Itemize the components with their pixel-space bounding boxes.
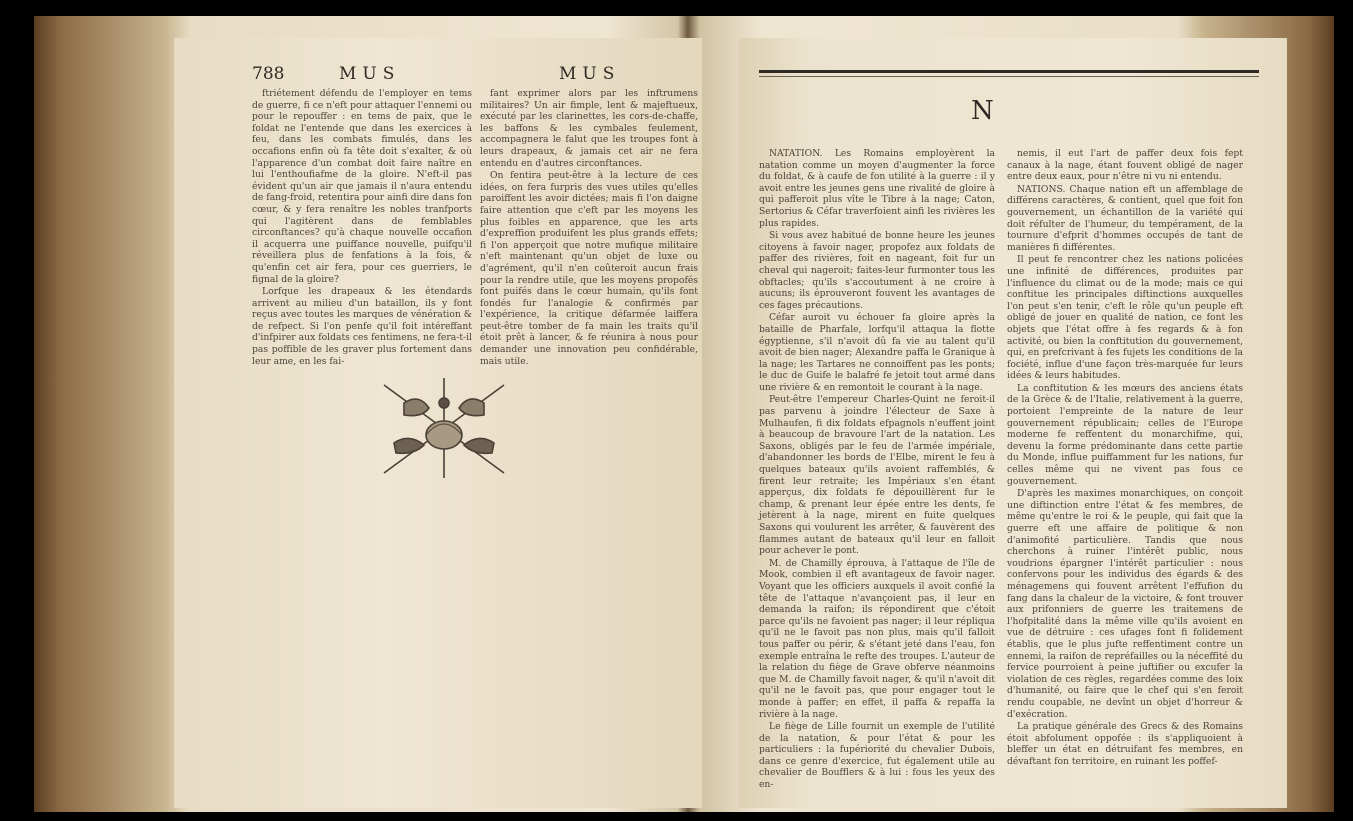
paragraph: D'après les maximes monarchiques, on conçoit une diftinction entre l'état & fes membres, de même qu'entre le roi & le peuple, qui fait que la guerre eft une affaire de politique & non d'animofité particulière. Tandis que nous cherchons à ruiner l'intérêt public, nous voudrions épargner l'intérêt particulier : nous confervons pour les individus des égards & des ménagemens qui fouvent arrêtent l'effufion du fang dans la chaleur de la victoire, & font trouver aux prifonniers de guerre les traitemens de l'hofpitalité dans la même ville qu'ils avoient en vue de détruire : ces ufages font fi folidement établis, que le plus jufte reffentiment contre un ennemi, la raifon de repréfailles ou la néceffité du fervice pourroient à peine juftifier ou excufer la violation de ces règles, regardées comme des loix d'humanité, ou faire que le chef qui s'en feroit rendu coupable, ne devînt un objet d'horreur & d'exécration.: [1007, 488, 1243, 720]
paragraph: La pratique générale des Grecs & des Romains étoit abfolument oppofée : ils s'appliquoient à bleffer un état en détruifant fes membres, en dévaftant fon territoire, en ruinant les poffef-: [1007, 721, 1243, 767]
left-column-1: [252, 88, 472, 367]
paragraph: Peut-être l'empereur Charles-Quint ne feroit-il pas parvenu à joindre l'électeur de Saxe à Mulhaufen, fi dix foldats efpagnols n'euffent joint à beaucoup de bravoure l'art de la natation. Les Saxons, obligés par le feu de l'armée impériale, d'abandonner les bords de l'Elbe, mirent le feu à quelques bateaux qu'ils avoient raffemblés, & firent leur retraite; les Impériaux s'en étant apperçus, dix foldats fe dépouillèrent fur le champ, & prenant leur épée entre les dents, fe jetèrent à la nage, mirent en fuite quelques Saxons qui voulurent les arrêter, & fauvèrent des flammes autant de bateaux qu'il leur en falloit pour achever le pont.: [759, 394, 995, 557]
paragraph: La conftitution & les mœurs des anciens états de la Grèce & de l'Italie, relativement à la guerre, portoient l'empreinte de la nature de leur gouvernement républicain; celles de l'Europe moderne fe reffentent du monarchifme, qui, devenu la forme prédominante dans cette partie du Monde, influe puiffamment fur les nations, fur celles même qui ne vivent pas fous ce gouvernement.: [1007, 382, 1243, 487]
paragraph: Il peut fe rencontrer chez les nations policées une infinité de différences, produites par l'influence du climat ou de la mode; mais ce qui conftitue les principales diftinctions auxquelles l'on peut s'en tenir, c'eft le rôle qu'un peuple eft obligé de jouer en qualité de nation, ce font les objets que l'état offre à fes regards & à fon activité, ou bien la conftitution du gouvernement, qui, en prefcrivant à fes fujets les conditions de la fociété, influe d'une façon très-marquée fur leurs idées & leurs habitudes.: [1007, 254, 1243, 382]
paragraph: M. de Chamilly éprouva, à l'attaque de l'île de Mook, combien il eft avantageux de favoir nager. Voyant que les officiers auxquels il avoit confié la tête de l'attaque n'avançoient pas, il leur en demanda la raifon; ils répondirent que c'étoit parce qu'ils ne favoient pas nager; il leur répliqua qu'il ne le favoit pas non plus, mais qu'il falloit tous paffer ou périr, & s'étant jeté dans l'eau, fon exemple entraîna le refte des troupes. L'auteur de la relation du fiège de Grave obferve néanmoins que M. de Chamilly favoit nager, & qu'il n'avoit dit qu'il ne le favoit pas, que pour engager tout le monde à paffer; en effet, il paffa & repaffa la rivière à la nage.: [759, 557, 995, 720]
section-letter: N: [971, 96, 994, 126]
paragraph: On fentira peut-être à la lecture de ces idées, on fera furpris des vues utiles qu'elles paroiffent les avoir dictées; mais fi l'on daigne faire attention que c'eft par les moyens les plus foibles en apparence, que les arts d'expreffion produifent les plus grands effets; fi l'on apperçoit que notre mufique militaire n'eft maintenant qu'un objet de luxe ou d'agrément, qu'il n'en coûteroit aucun frais pour la rendre utile, que les moyens propofés font puifés dans le cœur humain, qu'ils font fondés fur l'analogie & confirmés par l'expérience, la critique défarmée laiffera peut-être tomber de fa main les traits qu'il étoit prêt à lancer, & fe réunira à nous pour demander une innovation peu confidérable, mais utile.: [480, 170, 698, 367]
page-number: 788: [252, 64, 285, 84]
left-column-2: [480, 88, 698, 367]
paragraph: Céfar auroit vu échouer fa gloire après la bataille de Pharfale, lorfqu'il attaqua la flotte égyptienne, s'il n'avoit dû fa vie au talent qu'il avoit de bien nager; Alexandre paffa le Granique à la nage; les Tartares ne connoiffent pas les ponts; le duc de Guife le balafré fe jetoit tout armé dans une rivière & en remontoit le courant à la nage.: [759, 312, 995, 393]
open-book: [34, 16, 1334, 812]
left-page: [174, 38, 702, 808]
paragraph: NATIONS. Chaque nation eft un affemblage de différens caractères, & contient, quel que foit fon gouvernement, un échantillon de la variété qui doit réfulter de l'humeur, du tempérament, de la tournure d'efprit d'hommes occupés de tant de manières fi différentes.: [1007, 183, 1243, 253]
right-column-2: [1007, 148, 1243, 808]
paragraph: Si vous avez habitué de bonne heure les jeunes citoyens à favoir nager, propofez aux foldats de paffer des rivières, foit en nageant, foit fur un cheval qui nageroit; faites-leur furmonter tous les obftacles; qu'ils s'accoutument à ne croire à aucuns; ils éprouveront fouvent les avantages de ces fages précautions.: [759, 230, 995, 311]
running-header-left: MUS: [339, 64, 401, 84]
paragraph: nemis, il eut l'art de paffer deux fois fept canaux à la nage, étant fouvent obligé de nager entre deux eaux, pour n'être ni vu ni entendu.: [1007, 148, 1243, 183]
paragraph: Le fiège de Lille fournit un exemple de l'utilité de la natation, & pour l'état & pour les particuliers : la fupériorité du chevalier Dubois, dans ce genre d'exercice, fut également utile au chevalier de Boufflers & à lui : fous les yeux des en-: [759, 721, 995, 791]
paragraph: NATATION. Les Romains employèrent la natation comme un moyen d'augmenter la force du foldat, & à caufe de fon utilité à la guerre : il y avoit entre les jeunes gens une rivalité de gloire à qui pafferoit plus vîte le Tibre à la nage; Caton, Sertorius & Céfar traverfoient ainfi les rivières les plus rapides.: [759, 148, 995, 229]
paragraph: Lorfque les drapeaux & les étendards arrivent au milieu d'un bataillon, ils y font reçus avec toutes les marques de vénération & de refpect. Si l'on penfe qu'il foit intéreffant d'infpirer aux foldats ces fentimens, ne fera-t-il pas poffible de les graver plus fortement dans leur ame, en les fai-: [252, 286, 472, 367]
right-page: [739, 38, 1287, 808]
paragraph: fant exprimer alors par les inftrumens militaires? Un air fimple, lent & majeftueux, exécuté par les clarinettes, les cors-de-chaffe, les baffons & les cymbales feulement, accompagnera le falut que les troupes font à leurs drapeaux, & jamais cet air ne fera entendu en d'autres circonftances.: [480, 88, 698, 169]
header-rule-thin: [759, 76, 1259, 77]
header-rule: [759, 70, 1259, 73]
paragraph: ftriétement défendu de l'employer en tems de guerre, fi ce n'eft pour attaquer l'ennemi ou pour le repouffer : en tems de paix, que le foldat ne l'entende que dans les exercices à feu, dans les combats fimulés, dans les occafions enfin où fa tête doit s'exalter, & où l'apparence d'un combat doit faire naître en lui l'enthoufiafme de la gloire. N'eft-il pas évident qu'un air que jamais il n'aura entendu de fang-froid, retentira pour ainfi dire dans fon cœur, & y fera renaître les nobles tranfports qui l'agitèrent dans de femblables circonftances? qu'à chaque nouvelle occafion il acquerra une puiffance nouvelle, puifqu'il réveillera plus de fenfations à la fois, & qu'enfin cet air fera, pour ces guerriers, le fignal de la gloire?: [252, 88, 472, 285]
military-trophy-ornament: [374, 373, 514, 483]
running-header-right: MUS: [559, 64, 621, 84]
right-column-1: [759, 148, 995, 808]
